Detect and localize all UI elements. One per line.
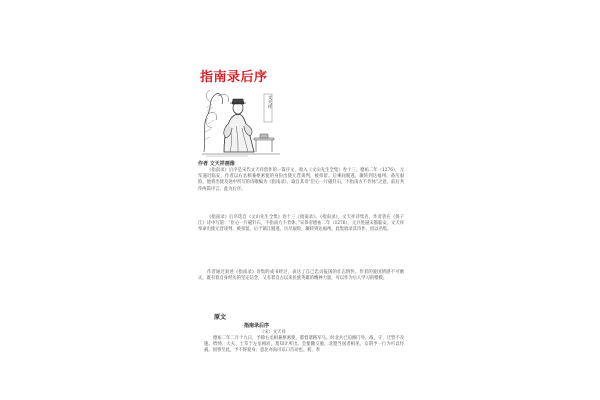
intro-paragraph-2: 《指南录》后序选自《文山先生全集》卷十三《指南录》。《指南录》，文天祥诗集名。作者曾在《扬子江》诗中写道：“臣心一片磁针石，不指南方不肯休。”宋恭帝德祐二年（1276），元兵进逼宋都临安，文天祥奉命出使元营谈判，被扣留。后于镇江脱逃，历尽艰险，辗转到达福州。此集收录其诗作，因以名集。 xyxy=(198,215,404,233)
original-author: （宋）文天祥 xyxy=(260,330,286,335)
intro-paragraph-3: 作者通过叙述《指南录》诗集的成书经过，表达了自己忠贞报国的壮志情怀。作者的爱国情感不可磨灭，既有着自身经历的坚定信念，又有着自古以来民族英雄的精神力量，可以作为后人学习的楷模。 xyxy=(198,270,404,282)
intro-paragraph-1: 《指南录》后序是宋代文天祥创作的一篇序文，收入《文山先生全集》卷十三。德祐二年（1276），元军逼近临安，作者以右丞相兼枢密使的身份出使元营谈判，被扣留。后乘间脱逃，辗转到达福州，备历艰险。他将出使及途中所写的诗歌编为《指南录》，取自其诗“臣心一片磁针石，不指南方不肯休”之意，前后共作两篇序言，此为后序。 xyxy=(198,168,404,192)
page-title: 指南录后序 xyxy=(200,70,268,85)
section-heading: 原文 xyxy=(214,314,227,321)
portrait-illustration xyxy=(198,84,284,158)
portrait-caption: 作者 文天祥画像 xyxy=(198,161,235,167)
original-text-paragraph: 德祐二年二月十九日，予除右丞相兼枢密使，都督诸路军马。时北兵已迫修门外，战、守、迁皆不及施。缙绅、大夫、士萃于左丞相府，莫知计所出。会使辙交驰，北邀当国者相见，众谓予一行为可以纾祸。国事至此，予不得爱身；意北亦尚可以口舌动也。初，奉 xyxy=(204,336,404,354)
inscription-text: 文天祥 xyxy=(267,95,272,109)
original-title: 指南录后序 xyxy=(244,323,270,329)
